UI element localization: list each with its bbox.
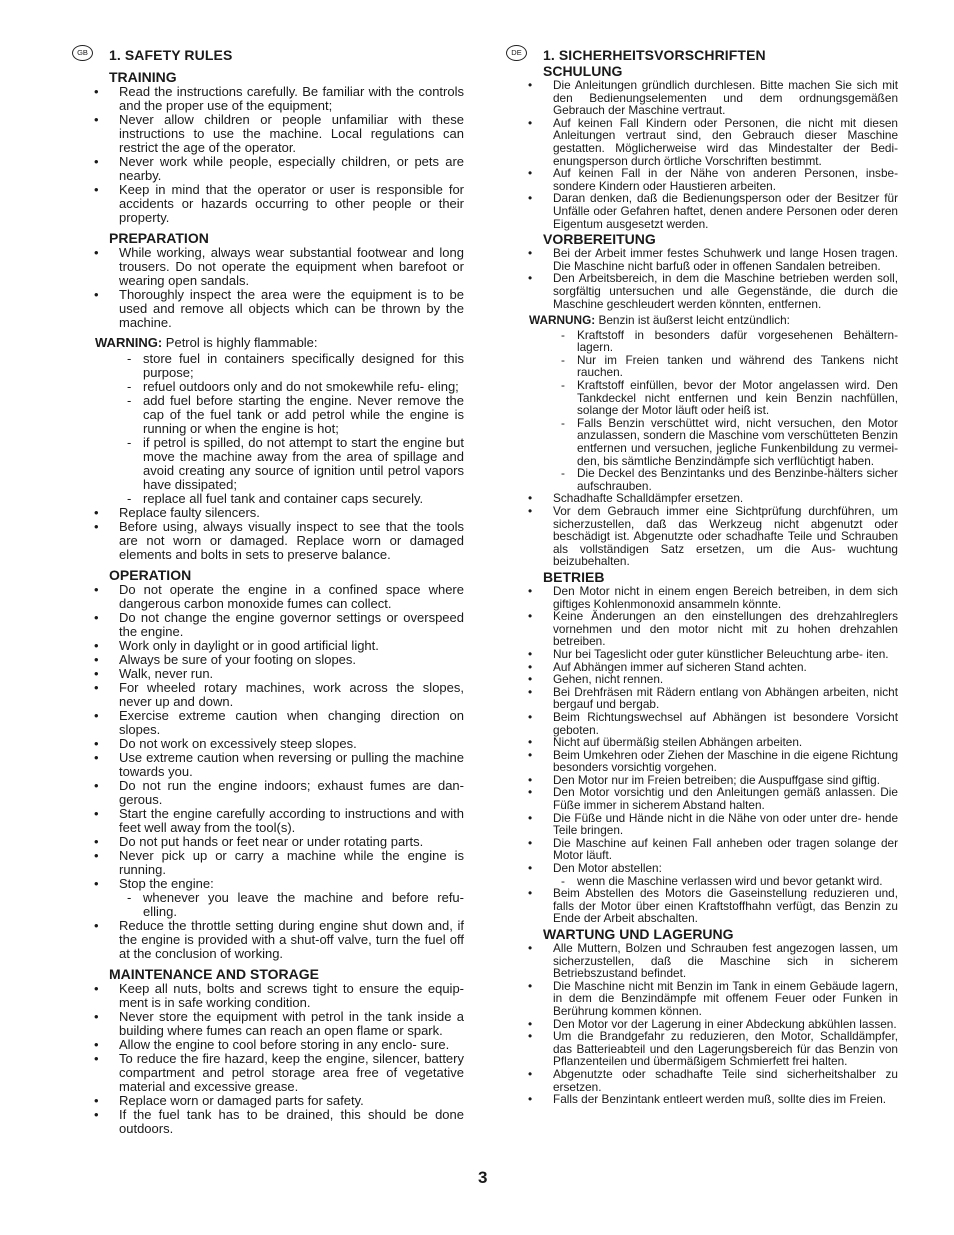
sub-item: - if petrol is spilled, do not attempt to start the engine but move the machine away from the area of spillage and avoid creating any source of ignition until petrol vapors have dissipated;	[72, 436, 464, 492]
list-item: • Den Motor nicht in einem engen Bereich betreiben, in dem sich giftiges Kohlenmonoxid ansammeln könnte.	[506, 585, 898, 610]
list-item	[506, 862, 898, 887]
list-item: • If the fuel tank has to be drained, this should be done outdoors.	[72, 1108, 464, 1136]
wartung-heading: WARTUNG UND LAGERUNG	[543, 926, 734, 942]
list-item: • Never pick up or carry a machine while the engine is running.	[72, 849, 464, 877]
warning-label: WARNING:	[95, 335, 163, 350]
list-item: • Reduce the throttle setting during engine shut down and, if the engine is provided with a shut-off valve, turn the fuel off at the conclusion of working.	[72, 919, 464, 961]
list-item: • Do not put hands or feet near or under rotating parts.	[72, 835, 464, 849]
german-title: 1. SICHERHEITSVORSCHRIFTEN	[543, 47, 766, 63]
list-item: • Do not work on excessively steep slopes.	[72, 737, 464, 751]
list-item: • Alle Muttern, Bolzen und Schrauben fest angezogen lassen, um sicherzustellen, daß die Maschine sich in sicherem Betriebszustand befindet.	[506, 942, 898, 980]
list-item: • Beim Abstellen des Motors die Gaseinstellung reduzieren und, falls der Motor über einen Kraftstoffhahn verfügt, das Benzin zu Ende der Arbeit abschalten.	[506, 887, 898, 925]
german-column	[506, 44, 898, 1106]
list-item: • Do not change the engine governor settings or overspeed the engine.	[72, 611, 464, 639]
schulung-heading: SCHULUNG	[543, 63, 623, 79]
list-item: • Auf keinen Fall Kindern oder Personen, die nicht mit diesen Anleitungen vertraut sind, den Gebrauch dieser Maschine gestatten. Möglicherweise wird das Mindestalter der Bedi- enungsperson durch örtliche Vorschriften bestimmt.	[506, 117, 898, 167]
list-item: • Use extreme caution when reversing or pulling the machine towards you.	[72, 751, 464, 779]
stop-engine-text: Den Motor abstellen:	[553, 861, 662, 876]
list-item: • Replace worn or damaged parts for safety.	[72, 1094, 464, 1108]
page-number: 3	[478, 1168, 488, 1187]
sub-item: - Falls Benzin verschüttet wird, nicht versuchen, den Motor anzulassen, sondern die Maschine vom verschütteten Benzin entfernen und versuchen, jegliche Funkenbildung zu vermei- den, bis sämtliche Benzindämpfe sich verflüchtigt haben.	[506, 417, 898, 467]
language-badge-de: DE	[506, 45, 527, 61]
list-item: • Keep all nuts, bolts and screws tight to ensure the equip- ment is in safe working condition.	[72, 982, 464, 1010]
list-item: • Before using, always visually inspect to see that the tools are not worn or damaged. Replace worn or damaged elements and bolts in sets to preserve balance.	[72, 520, 464, 562]
english-header	[72, 44, 464, 62]
list-item: • Um die Brandgefahr zu reduzieren, den Motor, Schalldämpfer, das Batterieabteil und den Lagerungsbereich für das Benzin von Pflanzenteilen und übermäßigem Schmierfett frei halten.	[506, 1030, 898, 1068]
list-item: • Auf Abhängen immer auf sicheren Stand achten.	[506, 661, 898, 674]
preparation-list	[72, 246, 464, 330]
list-item	[72, 877, 464, 919]
list-item: • Die Maschine nicht mit Benzin im Tank in einem Gebäude lagern, in dem die Benzindämpfe mit offenem Feuer oder Funken in Berührung kommen können.	[506, 980, 898, 1018]
vorbereitung-list	[506, 247, 898, 310]
betrieb-list	[506, 585, 898, 925]
stop-engine-sublist	[119, 891, 464, 919]
maintenance-heading: MAINTENANCE AND STORAGE	[109, 966, 320, 982]
list-item: • Schadhafte Schalldämpfer ersetzen.	[506, 492, 898, 505]
list-item: • Den Motor nur im Freien betreiben; die Auspuffgase sind giftig.	[506, 774, 898, 787]
sub-item: - Nur im Freien tanken und während des Tankens nicht rauchen.	[506, 354, 898, 379]
stop-engine-text: Stop the engine:	[119, 876, 214, 891]
english-title: 1. SAFETY RULES	[109, 47, 233, 63]
list-item: • Bei Drehfräsen mit Rädern entlang von Abhängen arbeiten, nicht bergauf und bergab.	[506, 686, 898, 711]
warning-label: WARNUNG:	[529, 313, 596, 328]
list-item: • Nur bei Tageslicht oder guter künstlicher Beleuchtung arbe- iten.	[506, 648, 898, 661]
list-item: • Allow the engine to cool before storing in any enclo- sure.	[72, 1038, 464, 1052]
list-item: • Den Motor vor der Lagerung in einer Abdeckung abkühlen lassen.	[506, 1018, 898, 1031]
list-item: • Beim Umkehren oder Ziehen der Maschine in die eigene Richtung besonders vorsichtig vorgehen.	[506, 749, 898, 774]
warning-text: Benzin ist äußerst leicht entzündlich:	[598, 313, 790, 328]
list-item: • Never work while people, especially children, or pets are nearby.	[72, 155, 464, 183]
list-item: • Vor dem Gebrauch immer eine Sichtprüfung durchführen, um sicherzustellen, daß das Werkzeug nicht abgenutzt oder beschädigt ist. Abgenutzte oder schadhafte Teile und Schrauben als vollständigen Satz ersetzen, um die Aus- wuchtung beizubehalten.	[506, 505, 898, 568]
list-item: • Never store the equipment with petrol in the tank inside a building where fumes can reach an open flame or spark.	[72, 1010, 464, 1038]
warning-text: Petrol is highly flammable:	[165, 335, 318, 350]
list-item: • Die Maschine auf keinen Fall anheben oder tragen solange der Motor läuft.	[506, 837, 898, 862]
list-item: • Die Anleitungen gründlich durchlesen. Bitte machen Sie sich mit den Bedienungselementen und dem ordnungsgemäßen Gebrauch der Maschine vertraut.	[506, 79, 898, 117]
list-item: • Den Arbeitsbereich, in dem die Maschine betrieben werden soll, sorgfältig untersuchen und alle Gegenstände, die durch die Maschine geschleudert werden könnten, entfernen.	[506, 272, 898, 310]
wartung-list	[506, 942, 898, 1106]
english-column	[72, 44, 464, 1136]
petrol-warning	[95, 336, 464, 350]
list-item: • To reduce the fire hazard, keep the engine, silencer, battery compartment and petrol storage area free of vegetative material and excessive grease.	[72, 1052, 464, 1094]
list-item: • Read the instructions carefully. Be familiar with the controls and the proper use of the equipment;	[72, 85, 464, 113]
sub-item: - Die Deckel des Benzintanks und des Benzinbe-hälters sicher aufschrauben.	[506, 467, 898, 492]
list-item: • Thoroughly inspect the area were the equipment is to be used and remove all objects which can be thrown by the machine.	[72, 288, 464, 330]
vorbereitung-list-continued	[506, 492, 898, 568]
list-item: • Start the engine carefully according to instructions and with feet well away from the tool(s).	[72, 807, 464, 835]
list-item: • Nicht auf übermäßig steilen Abhängen arbeiten.	[506, 736, 898, 749]
german-header	[506, 44, 898, 62]
betrieb-heading: BETRIEB	[543, 568, 605, 585]
petrol-warning-list	[72, 352, 464, 506]
list-item: • Work only in daylight or in good artificial light.	[72, 639, 464, 653]
sub-item: - whenever you leave the machine and before refu- elling.	[119, 891, 464, 919]
sub-item: - Kraftstoff einfüllen, bevor der Motor angelassen wird. Den Tankdeckel nicht entfernen und kein Benzin nachfüllen, solange der Motor läuft oder heiß ist.	[506, 379, 898, 417]
maintenance-list	[72, 982, 464, 1136]
schulung-list	[506, 79, 898, 230]
list-item: • Daran denken, daß die Bedienungsperson oder der Besitzer für Unfälle oder Gefahren haftet, denen andere Personen oder deren Eigentum ausgesetzt werden.	[506, 192, 898, 230]
list-item: • Never allow children or people unfamiliar with these instructions to use the machine. Local regulations can restrict the age of the operator.	[72, 113, 464, 155]
language-badge-gb: GB	[72, 45, 93, 61]
sub-item: - wenn die Maschine verlassen wird und bevor getankt wird.	[553, 875, 898, 888]
list-item: • For wheeled rotary machines, work across the slopes, never up and down.	[72, 681, 464, 709]
training-list	[72, 85, 464, 225]
sub-item: - store fuel in containers specifically designed for this purpose;	[72, 352, 464, 380]
sub-item: - replace all fuel tank and container caps securely.	[72, 492, 464, 506]
list-item: • While working, always wear substantial footwear and long trousers. Do not operate the equipment when barefoot or wearing open sandals.	[72, 246, 464, 288]
list-item: • Do not run the engine indoors; exhaust fumes are dan- gerous.	[72, 779, 464, 807]
list-item: • Falls der Benzintank entleert werden muß, sollte dies im Freien.	[506, 1093, 898, 1106]
preparation-list-continued	[72, 506, 464, 562]
list-item: • Beim Richtungswechsel auf Abhängen ist besondere Vorsicht geboten.	[506, 711, 898, 736]
list-item: • Bei der Arbeit immer festes Schuhwerk und lange Hosen tragen. Die Maschine nicht barfuß oder in offenen Sandalen betreiben.	[506, 247, 898, 272]
list-item: • Walk, never run.	[72, 667, 464, 681]
list-item: • Replace faulty silencers.	[72, 506, 464, 520]
operation-heading: OPERATION	[109, 567, 192, 583]
sub-item: - add fuel before starting the engine. Never remove the cap of the fuel tank or add petrol while the engine is running or when the engine is hot;	[72, 394, 464, 436]
list-item: • Die Füße und Hände nicht in die Nähe von oder unter dre- hende Teile bringen.	[506, 812, 898, 837]
benzin-warning-list	[506, 329, 898, 493]
list-item: • Do not operate the engine in a confined space where dangerous carbon monoxide fumes can collect.	[72, 583, 464, 611]
list-item: • Auf keinen Fall in der Nähe von anderen Personen, insbe- sondere Kindern oder Haustieren arbeiten.	[506, 167, 898, 192]
list-item: • Abgenutzte oder schadhafte Teile sind sicherheitshalber zu ersetzen.	[506, 1068, 898, 1093]
list-item: • Den Motor vorsichtig und den Anleitungen gemäß anlassen. Die Füße immer in sicherem Abstand halten.	[506, 786, 898, 811]
sub-item: - refuel outdoors only and do not smokewhile refu- eling;	[72, 380, 464, 394]
list-item: • Always be sure of your footing on slopes.	[72, 653, 464, 667]
list-item: • Keine Änderungen an den einstellungen des drehzahlreglers vornehmen und den motor nicht mit zu hohen drehzahlen betreiben.	[506, 610, 898, 648]
sub-item: - Kraftstoff in besonders dafür vorgesehenen Behältern- lagern.	[506, 329, 898, 354]
list-item: • Gehen, nicht rennen.	[506, 673, 898, 686]
training-heading: TRAINING	[109, 69, 177, 85]
benzin-warning	[529, 314, 898, 327]
list-item: • Exercise extreme caution when changing direction on slopes.	[72, 709, 464, 737]
operation-list	[72, 583, 464, 961]
preparation-heading: PREPARATION	[109, 230, 209, 246]
vorbereitung-heading: VORBEREITUNG	[543, 231, 656, 248]
list-item: • Keep in mind that the operator or user is responsible for accidents or hazards occurring to other people or their property.	[72, 183, 464, 225]
